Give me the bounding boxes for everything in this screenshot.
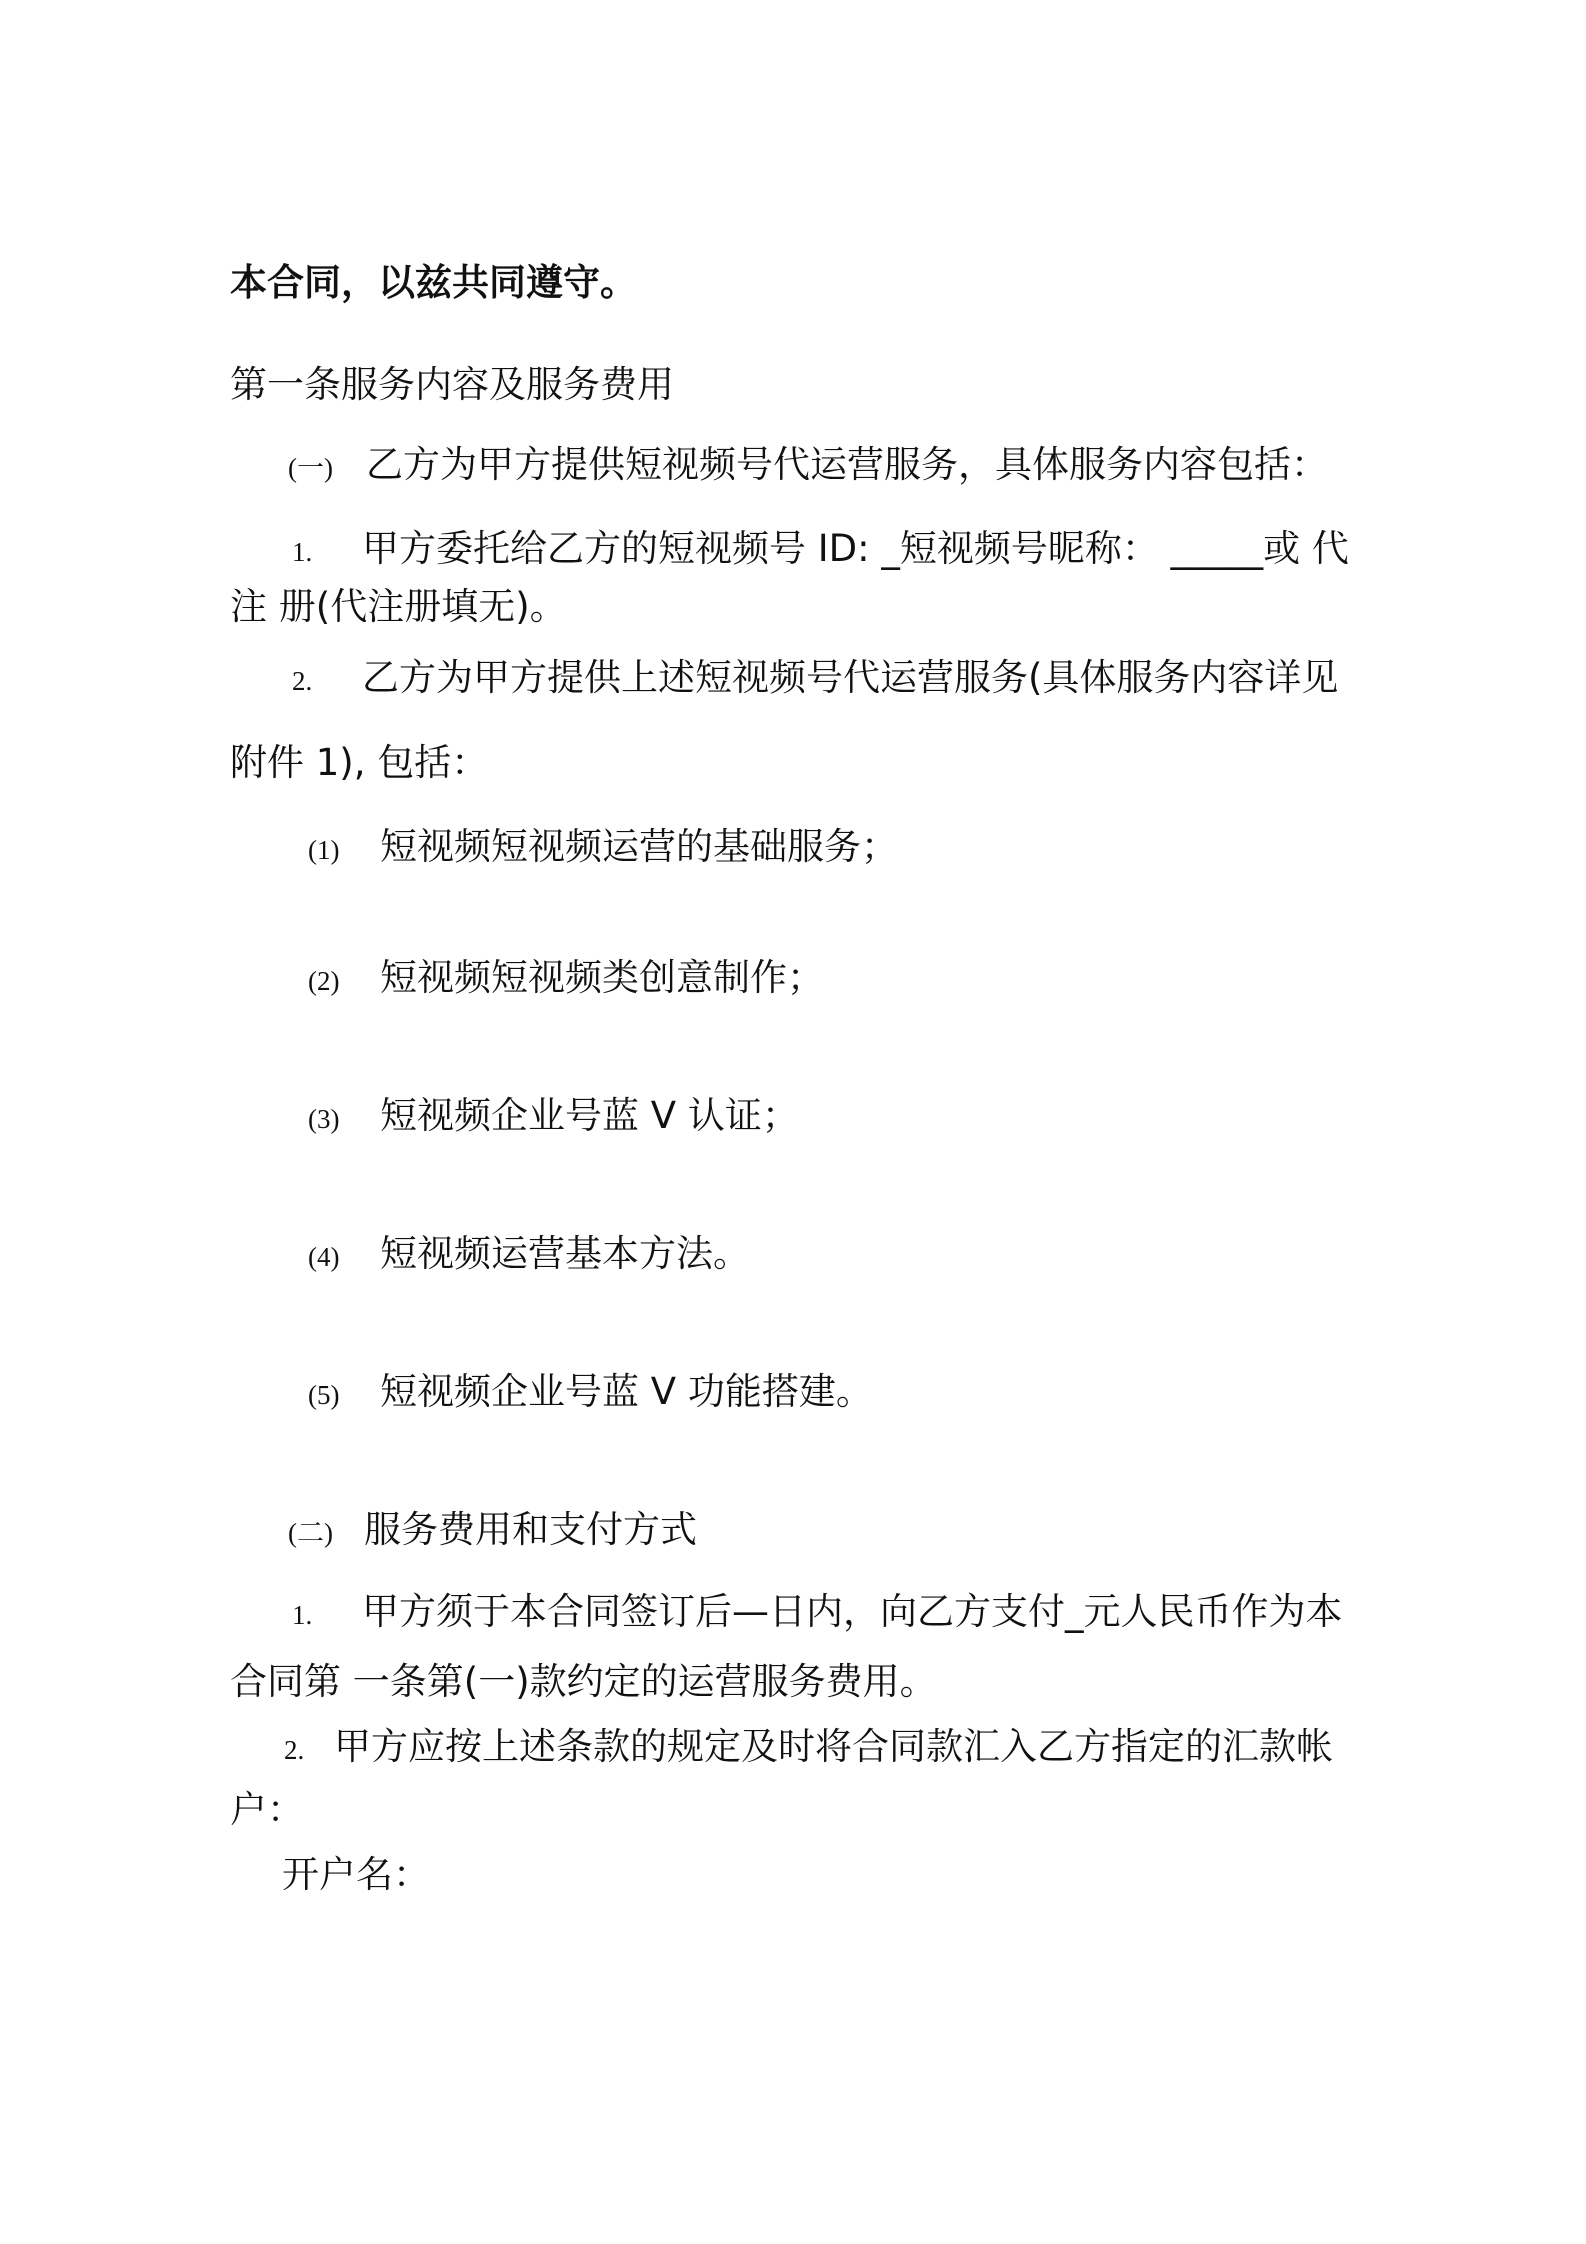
item-1-line1 <box>292 524 1349 577</box>
item-2-marker: 2. <box>292 666 313 696</box>
pay-2-line1 <box>284 1722 1333 1775</box>
pay-1-line1 <box>292 1587 1343 1640</box>
pay-2-marker: 2. <box>284 1735 305 1765</box>
subitem-3 <box>308 1091 799 1144</box>
account-name-label: 开户名： <box>282 1853 430 1896</box>
subitem-4-text: 短视频运营基本方法。 <box>380 1232 750 1275</box>
subitem-2-text: 短视频短视频类创意制作； <box>380 956 824 999</box>
subitem-2 <box>308 953 824 1006</box>
item-2-line1 <box>292 653 1338 706</box>
item-1-text: 甲方委托给乙方的短视频号 ID: _短视频号昵称： _____或 代 <box>362 527 1349 570</box>
pay-2-line2: 户： <box>230 1788 304 1831</box>
article-heading: 第一条服务内容及服务费用 <box>230 363 674 406</box>
section-1-marker: (一) <box>288 453 333 483</box>
subitem-5 <box>308 1367 873 1420</box>
item-2-line2: 附件 1), 包括： <box>230 741 489 784</box>
section-2-marker: (二) <box>288 1518 333 1548</box>
subitem-5-marker: (5) <box>308 1380 340 1410</box>
subitem-4-marker: (4) <box>308 1242 340 1272</box>
item-1-line2: 注 册(代注册填无)。 <box>230 585 567 628</box>
subitem-3-text: 短视频企业号蓝 V 认证； <box>380 1094 799 1137</box>
subitem-2-marker: (2) <box>308 966 340 996</box>
subitem-4 <box>308 1229 750 1282</box>
item-2-text: 乙方为甲方提供上述短视频号代运营服务(具体服务内容详见 <box>362 656 1339 699</box>
subitem-3-marker: (3) <box>308 1104 340 1134</box>
pay-1-line2: 合同第 一条第(一)款约定的运营服务费用。 <box>230 1660 937 1703</box>
subitem-1-text: 短视频短视频运营的基础服务； <box>380 825 898 868</box>
opening-text: 本合同，以兹共同遵守。 <box>230 261 637 304</box>
pay-2-text: 甲方应按上述条款的规定及时将合同款汇入乙方指定的汇款帐 <box>334 1725 1333 1768</box>
subitem-1-marker: (1) <box>308 835 340 865</box>
section-2 <box>288 1505 697 1558</box>
section-1 <box>288 440 1328 493</box>
subitem-1 <box>308 822 898 875</box>
section-1-text: 乙方为甲方提供短视频号代运营服务，具体服务内容包括： <box>366 443 1328 486</box>
pay-1-marker: 1. <box>292 1600 313 1630</box>
item-1-marker: 1. <box>292 537 313 567</box>
pay-1-text: 甲方须于本合同签订后—日内，向乙方支付_元人民币作为本 <box>362 1590 1343 1633</box>
section-2-text: 服务费用和支付方式 <box>364 1508 697 1551</box>
subitem-5-text: 短视频企业号蓝 V 功能搭建。 <box>380 1370 873 1413</box>
